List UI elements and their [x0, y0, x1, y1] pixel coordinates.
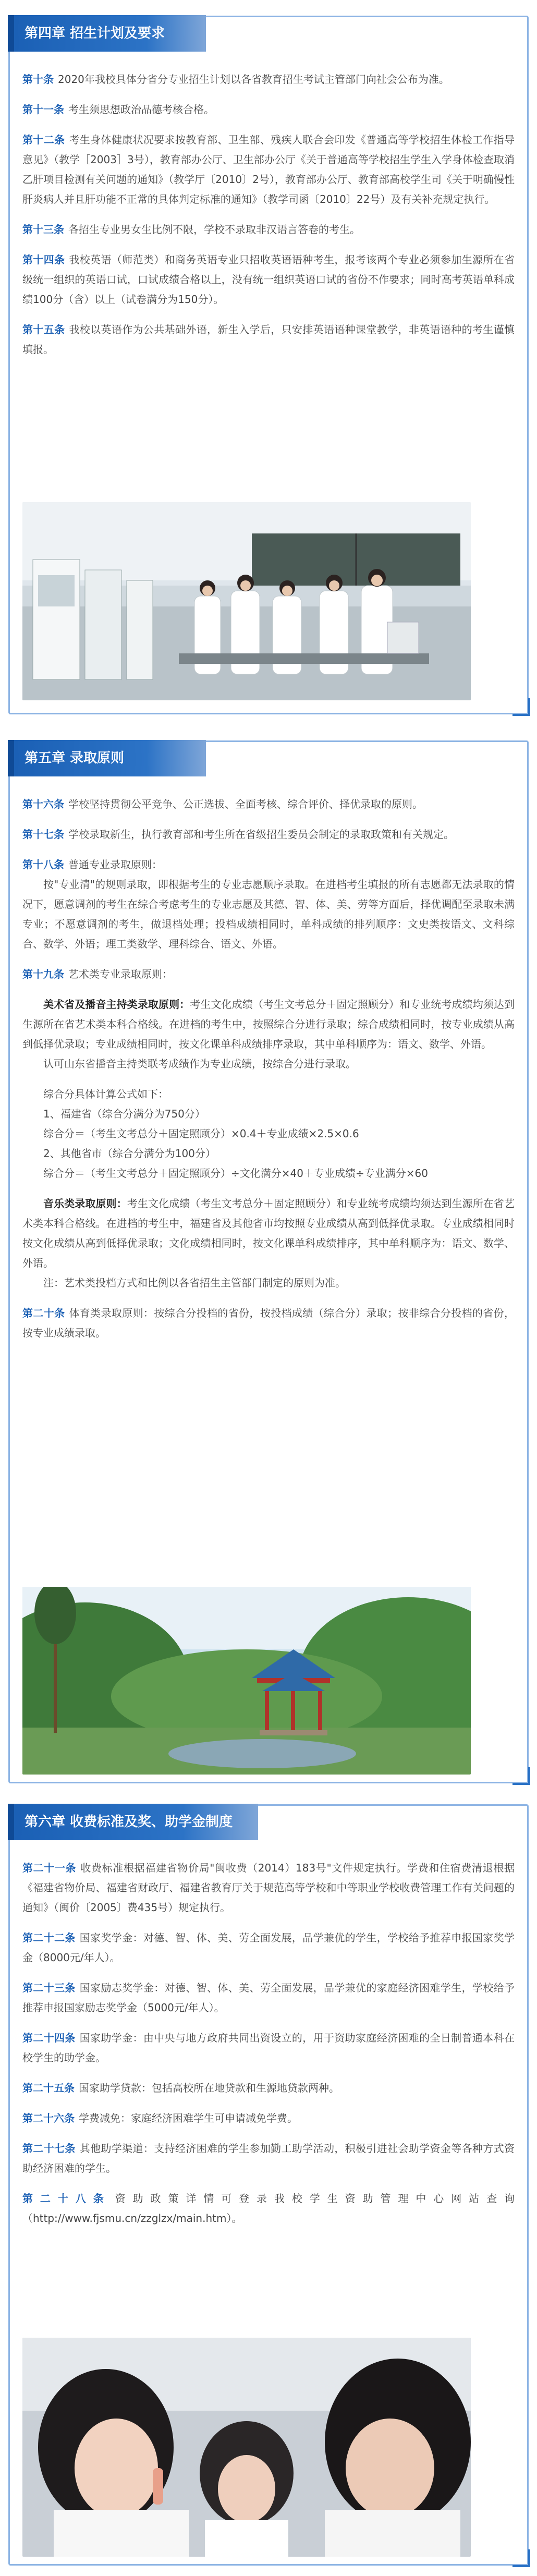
chapter-5-section [8, 740, 529, 1783]
fine-arts-text: 考生文化成绩（考生文考总分＋固定照顾分）和专业统考成绩均须达到生源所在省艺术类本科合格线。在进档的考生中，按照综合分进行录取；综合成绩相同时，按专业成绩从高到低择优录取；专业成绩相同时，按文化课单科成绩排序录取，其中单科顺序为：语文、数学、外语。 [22, 998, 515, 1050]
article-tag: 第二十二条 [22, 1931, 76, 1944]
article-text: 资助政策详情可登录我校学生资助管理中心网站查询（http://www.fjsmu.cn/zzglzx/main.htm）。 [22, 2192, 515, 2225]
fujian-formula: 综合分＝（考生文考总分＋固定照顾分）×0.4＋专业成绩×2.5×0.6 [43, 1127, 359, 1140]
article-text: 各招生专业男女生比例不限，学校不录取非汉语言答卷的考生。 [68, 223, 360, 236]
article-text: 我校英语（师范类）和商务英语专业只招收英语语种考生，报考该两个专业必须参加生源所在省级统一组织的英语口试，口试成绩合格以上，没有统一组织英语口试的省份不作要求；同时高考英语单科成绩100分（含）以上（试卷满分为150分）。 [22, 253, 515, 306]
article-23 [22, 1978, 515, 2018]
article-26 [22, 2108, 515, 2128]
article-17 [22, 824, 515, 844]
article-text: 收费标准根据福建省物价局"闽收费（2014）183号"文件规定执行。学费和住宿费清退根据《福建省物价局、福建省财政厅、福建省教育厅关于规范高等学校和中等职业学校收费管理工作有关问题的通知》（闽价〔2005〕费435号）规定执行。 [22, 1862, 515, 1914]
formula-block [22, 1084, 515, 1183]
chapter-6-body [22, 1858, 515, 2239]
corner-decoration [512, 698, 530, 716]
corner-decoration [512, 2549, 530, 2567]
article-tag: 第十条 [22, 73, 54, 86]
article-text: 其他助学渠道：支持经济困难的学生参加勤工助学活动，积极引进社会助学资金等各种方式资助经济困难的学生。 [22, 2142, 515, 2174]
article-tag: 第二十五条 [22, 2082, 75, 2094]
chapter-4-body [22, 69, 515, 370]
article-10 [22, 69, 515, 89]
article-text: 体育类录取原则：按综合分投档的省份，按投档成绩（综合分）录取；按非综合分投档的省份，按专业成绩录取。 [22, 1307, 515, 1339]
article-text: 国家奖学金：对德、智、体、美、劳全面发展，品学兼优的学生，学校给予推荐申报国家奖学金（8000元/年人）。 [22, 1931, 515, 1964]
article-tag: 第十八条 [22, 858, 64, 871]
article-text: 2020年我校具体分省分专业招生计划以各省教育招生考试主管部门向社会公布为准。 [58, 73, 449, 86]
art-note: 注：艺术类投档方式和比例以各省招生主管部门制定的原则为准。 [43, 1277, 346, 1289]
article-tag: 第十四条 [22, 253, 65, 266]
article-12 [22, 130, 515, 209]
article-tag: 第十九条 [22, 968, 64, 980]
chapter-6-section [8, 1804, 529, 2566]
article-text: 学费减免：家庭经济困难学生可申请减免学费。 [79, 2112, 298, 2124]
article-text: 学校录取新生，执行教育部和考生所在省级招生委员会制定的录取政策和有关规定。 [68, 828, 454, 841]
shandong-note: 认可山东省播音主持类联考成绩作为专业成绩，按综合分进行录取。 [43, 1058, 356, 1070]
article-text: 学校坚持贯彻公平竞争、公正选拔、全面考核、综合评价、择优录取的原则。 [68, 798, 423, 810]
article-text: 国家助学贷款：包括高校所在地贷款和生源地贷款两种。 [79, 2082, 339, 2094]
article-text: 国家励志奖学金：对德、智、体、美、劳全面发展，品学兼优的家庭经济困难学生，学校给予推荐申报国家励志奖学金（5000元/年人）。 [22, 1982, 515, 2014]
fujian-title: 1、福建省（综合分满分为750分） [43, 1108, 205, 1120]
article-tag: 第二十条 [22, 1307, 65, 1319]
students-photo [22, 2338, 471, 2557]
article-11 [22, 100, 515, 119]
article-tag: 第十七条 [22, 828, 64, 841]
article-text: 我校以英语作为公共基础外语，新生入学后，只安排英语语种课堂教学，非英语语种的考生谨慎填报。 [22, 323, 515, 356]
article-tag: 第二十三条 [22, 1982, 76, 1994]
music-rule [22, 1194, 515, 1293]
article-text: 考生身体健康状况要求按教育部、卫生部、残疾人联合会印发《普通高等学校招生体检工作指导意见》（教学［2003］3号），教育部办公厅、卫生部办公厅《关于普通高等学校招生学生入学身体检查取消乙肝项目检测有关问题的通知》（教学厅〔2010〕2号），教育部办公厅、教育部高校学生司《关于明确慢性肝炎病人并且肝功能不正常的具体判定标准的通知》（教学司函〔2010〕22号）及有关补充规定执行。 [22, 133, 515, 205]
music-text: 考生文化成绩（考生文考总分＋固定照顾分）和专业统考成绩均须达到生源所在省艺术类本科合格线。在进档的考生中，福建省及其他省市均按照专业成绩从高到低择优录取。专业成绩相同时按文化成绩从高到低择优录取；文化成绩相同时，按文化课单科成绩排序，其中单科顺序为：语文、数学、外语。 [22, 1197, 515, 1269]
article-heading: 普通专业录取原则： [68, 858, 162, 871]
article-20 [22, 1303, 515, 1343]
article-tag: 第十三条 [22, 223, 64, 236]
music-heading: 音乐类录取原则： [43, 1197, 127, 1210]
article-tag: 第二十一条 [22, 1862, 77, 1874]
article-25 [22, 2078, 515, 2098]
article-tag: 第二十八条 [22, 2192, 111, 2205]
article-tag: 第十二条 [22, 133, 65, 146]
article-18 [22, 855, 515, 954]
article-tag: 第二十四条 [22, 2032, 76, 2044]
article-16 [22, 794, 515, 814]
chapter-5-title: 第五章 录取原则 [8, 740, 206, 776]
fine-arts-rule [22, 994, 515, 1074]
article-19 [22, 964, 515, 984]
formula-title: 综合分具体计算公式如下： [43, 1088, 168, 1100]
chapter-5-body [22, 794, 515, 1353]
article-text: 国家助学金：由中央与地方政府共同出资设立的，用于资助家庭经济困难的全日制普通本科在校学生的助学金。 [22, 2032, 515, 2064]
chapter-4-section [8, 16, 529, 714]
article-15 [22, 320, 515, 359]
article-22 [22, 1928, 515, 1967]
article-text: 按"专业清"的规则录取，即根据考生的专业志愿顺序录取。在进档考生填报的所有志愿都无法录取的情况下，愿意调剂的考生在综合考虑考生的专业志愿及其德、智、体、美、劳等方面后，择优调配至录取未满专业；不愿意调剂的考生，做退档处理；投档成绩相同时，单科成绩的排列顺序：文史类按语文、文科综合、数学、外语；理工类数学、理科综合、语文、外语。 [22, 878, 515, 950]
article-14 [22, 250, 515, 309]
chapter-4-title: 第四章 招生计划及要求 [8, 15, 206, 52]
campus-pavilion-photo [22, 1587, 471, 1775]
article-21 [22, 1858, 515, 1917]
article-13 [22, 220, 515, 239]
corner-decoration [512, 1767, 530, 1785]
article-24 [22, 2028, 515, 2068]
article-tag: 第十六条 [22, 798, 64, 810]
chapter-6-title: 第六章 收费标准及奖、助学金制度 [8, 1804, 258, 1840]
article-heading: 艺术类专业录取原则： [68, 968, 173, 980]
article-tag: 第十一条 [22, 103, 64, 116]
article-tag: 第二十七条 [22, 2142, 76, 2155]
other-formula: 综合分＝（考生文考总分＋固定照顾分）÷文化满分×40＋专业成绩÷专业满分×60 [43, 1167, 428, 1180]
article-27 [22, 2138, 515, 2178]
article-tag: 第十五条 [22, 323, 65, 336]
fine-arts-heading: 美术省及播音主持类录取原则： [43, 998, 190, 1011]
article-tag: 第二十六条 [22, 2112, 75, 2124]
other-title: 2、其他省市（综合分满分为100分） [43, 1147, 216, 1160]
laboratory-photo [22, 502, 471, 700]
article-28 [22, 2189, 515, 2228]
article-text: 考生须思想政治品德考核合格。 [68, 103, 214, 116]
